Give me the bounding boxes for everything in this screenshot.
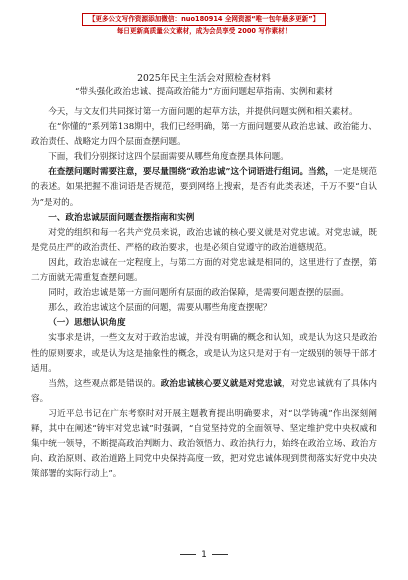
correction-lead: 当然，这些观点都是错误的。: [48, 378, 161, 389]
paragraph-relation: 因此，政治忠诚在一定程度上，与第二方面的对党忠诚是相同的，这里进行了查摆，第二方面就无需重复查摆问题。: [31, 257, 377, 284]
document-title: 2025年民主生活会对照检查材料: [137, 73, 271, 84]
note-emphasis: 在查摆问题时需要注意，要尽量围绕“政治忠诚”这个词语进行组词。当然，: [48, 167, 334, 178]
correction-emphasis: 政治忠诚核心要义就是对党忠诚: [160, 378, 282, 389]
paragraph-quote: 习近平总书记在广东考察时对开展主题教育提出明确要求，对“以学铸魂”作出深刻阐释，其中在阐述“铸牢对党忠诚”时强调，“自觉坚持党的全面领导、坚定维护党中央权威和集中统一领导，不断提高政治判断力、政治领悟力、政治执行力，始终在政治立场、政治方向、政治原则、政治道路上同党中央保持高度一致，把对党忠诚体现到贯彻落实好党中央决策部署的实际行动上”。: [31, 408, 377, 480]
page-number: 1: [201, 550, 207, 560]
promo-line-2: 每日更新高质量公文素材，成为会员享受 2000 写作素材！: [116, 27, 292, 35]
paragraph-series: 在“你懂的”系列第138期中，我们已经明确，第一方面问题要从政治忠诚、政治能力、政治责任、战略定力四个层面查摆问题。: [31, 122, 377, 148]
document-body: [31, 72, 377, 482]
paragraph-overview: 下面，我们分别探讨这四个层面需要从哪些角度查摆具体问题。: [48, 152, 289, 163]
paragraph-core-meaning: 对党的组织和每一名共产党员来说，政治忠诚的核心要义就是对党忠诚。对党忠诚，既是党员庄严的政治责任、严格的政治要求，也是必须自觉遵守的政治道德规范。: [31, 227, 377, 253]
document-subtitle: “带头强化政治忠诚、提高政治能力”方面问题起草指南、实例和素材: [74, 87, 333, 97]
section-heading-1: 一、政治忠诚层面问题查摆指南和实例: [48, 212, 195, 223]
paragraph-note: [31, 165, 377, 210]
promo-line-1: 【更多公文写作资源添加微信：nuo180914 全网资源“唯一包年最多更新”】: [82, 13, 326, 26]
paragraph-question: 那么，政治忠诚这个层面的问题，需要从哪些角度查摆呢？: [48, 303, 272, 314]
correction-tail: ，对党忠诚就有了具体内容。: [31, 378, 377, 404]
paragraph-correction: [31, 377, 377, 407]
promo-banner: [0, 6, 408, 36]
paragraph-intro: 今天，与文友们共同探讨第一方面问题的起草方法，并提供问题实例和相关素材。: [48, 107, 358, 117]
note-rest: 一定是规范的表述。如果把握不准词语是否规范，要到网络上搜索，是否有此类表述，千万不要“自认为”是对的。: [31, 167, 377, 208]
subsection-heading-1: （一）思想认识角度: [48, 318, 126, 329]
footer-dash-right: [212, 554, 228, 555]
paragraph-guarantee: 同时，政治忠诚是第一方面问题所有层面的政治保障，是需要问题查摆的层面。: [48, 288, 349, 299]
footer-dash-left: [180, 554, 196, 555]
paragraph-misconception: 实事求是讲，一些文友对于政治忠诚，并没有明确的概念和认知，或是认为这只是政治性的原则要求，或是认为这是抽象性的概念，或是认为这只是对于有一定级别的领导干部才适用。: [31, 333, 377, 374]
page-footer: [0, 550, 408, 560]
